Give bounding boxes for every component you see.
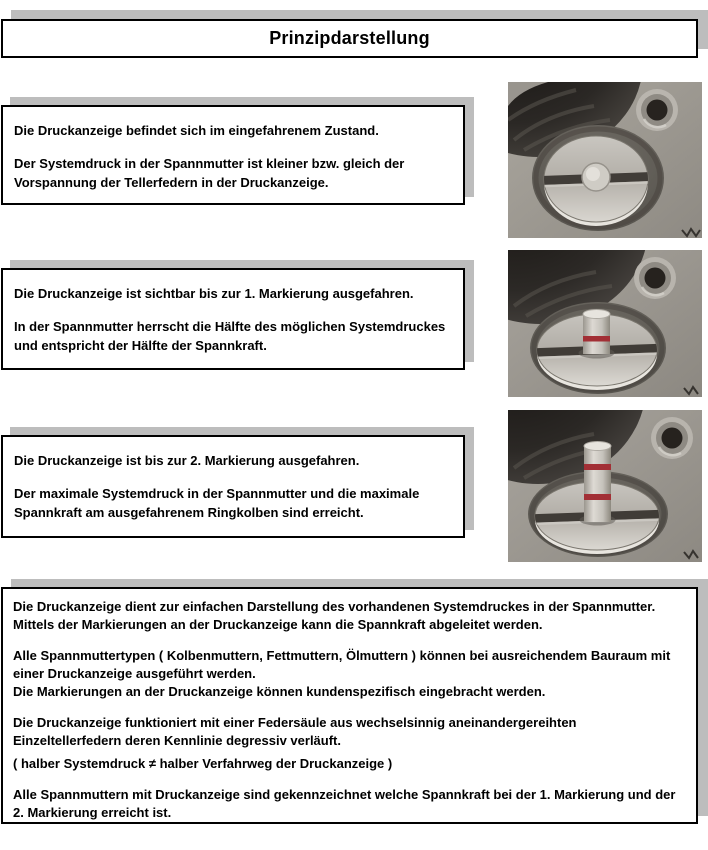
indicator-pin-fully-extended: [580, 442, 616, 526]
note-box-state1: [1, 105, 465, 205]
photo-indicator-first-marking: [508, 250, 702, 397]
info-paragraph: Alle Spannmuttern mit Druckanzeige sind gekennzeichnet welche Spannkraft bei der 1. Markierung und der 2. Markierung erreicht ist.: [13, 787, 676, 820]
note3-line2: Der maximale Systemdruck in der Spannmutter und die maximale Spannkraft am ausgefahrenem Ringkolben sind erreicht.: [14, 486, 420, 520]
note2-line1: Die Druckanzeige ist sichtbar bis zur 1. Markierung ausgefahren.: [14, 286, 414, 301]
marking-ring-1: [583, 336, 610, 342]
pin-cap: [583, 310, 610, 319]
info-paragraph: ( halber Systemdruck ≠ halber Verfahrweg der Druckanzeige ): [13, 756, 393, 771]
marking-ring-1: [584, 464, 611, 470]
note3-line1: Die Druckanzeige ist bis zur 2. Markierung ausgefahren.: [14, 453, 360, 468]
marking-ring-2: [584, 494, 611, 500]
indicator-pin-extended: [579, 310, 615, 359]
pin-cap: [584, 442, 611, 451]
info-paragraph: Die Druckanzeige funktioniert mit einer Federsäule aus wechselsinnig aneinandergereihten Einzeltellerfedern deren Kennlinie degressiv verläuft.: [13, 715, 577, 748]
pin-body: [584, 446, 611, 522]
mounting-hole: [651, 417, 693, 459]
mounting-hole: [636, 89, 678, 131]
info-paragraph: Die Markierungen an der Druckanzeige können kundenspezifisch eingebracht werden.: [13, 684, 546, 699]
note1-line2: Der Systemdruck in der Spannmutter ist kleiner bzw. gleich der Vorspannung der Tellerfedern in der Druckanzeige.: [14, 156, 405, 190]
photo-indicator-second-marking: [508, 410, 702, 562]
note-box-state2: [1, 268, 465, 370]
note1-line1: Die Druckanzeige befindet sich im eingefahrenem Zustand.: [14, 123, 379, 138]
pin-body: [583, 314, 610, 354]
info-paragraph: Alle Spannmuttertypen ( Kolbenmuttern, Fettmuttern, Ölmuttern ) können bei ausreichendem Bauraum mit einer Druckanzeige ausgeführt werden.: [13, 648, 671, 681]
info-box: [1, 587, 698, 824]
title-box: [1, 19, 698, 58]
pin-highlight: [586, 167, 600, 181]
note2-line2: In der Spannmutter herrscht die Hälfte des möglichen Systemdruckes und entspricht der Hälfte der Spannkraft.: [14, 319, 446, 353]
note-box-state3: [1, 435, 465, 538]
photo-indicator-retracted: [508, 82, 702, 238]
info-paragraph: Die Druckanzeige dient zur einfachen Darstellung des vorhandenen Systemdruckes in der Spannmutter. Mittels der Markierungen an der Druckanzeige kann die Spannkraft abgeleitet werden.: [13, 599, 656, 632]
page-title: Prinzipdarstellung: [269, 28, 430, 48]
mounting-hole: [634, 257, 676, 299]
